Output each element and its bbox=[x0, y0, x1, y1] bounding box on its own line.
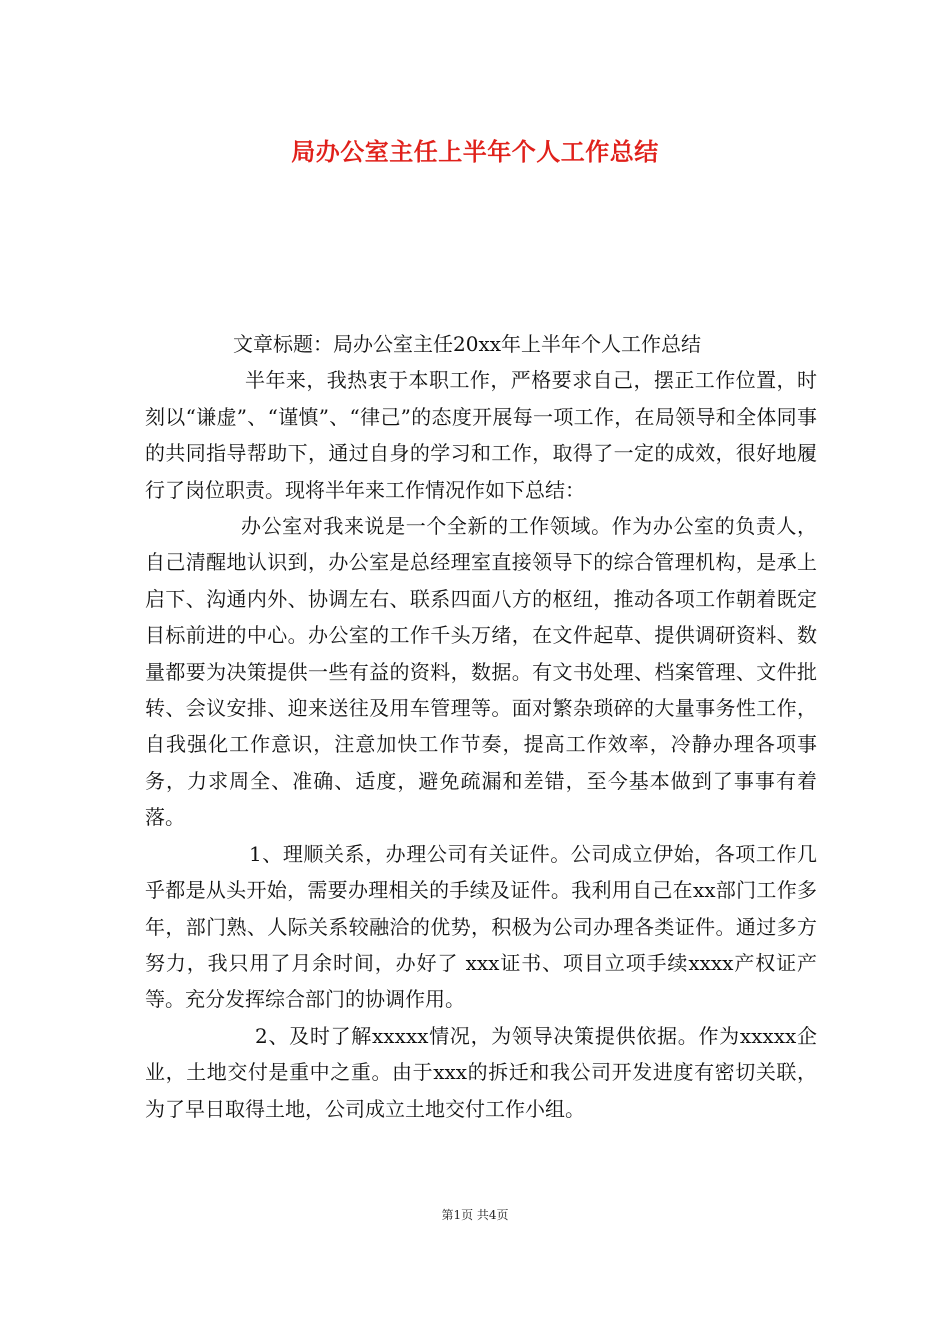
paragraph-4: 2、及时了解xxxxx情况，为领导决策提供依据。作为xxxxx企业，土地交付是重中之重。由于xxx的拆迁和我公司开发进度有密切关联，为了早日取得土地，公司成立土地交付工作小组。 bbox=[145, 1023, 817, 1121]
paragraph-1: 半年来，我热衷于本职工作，严格要求自己，摆正工作位置，时刻以“谦虚”、“谨慎”、“律己”的态度开展每一项工作，在局领导和全体同事的共同指导帮助下，通过自身的学习和工作，取得了一定的成效，很好地履行了岗位职责。现将半年来工作情况作如下总结： bbox=[145, 368, 817, 502]
paragraph-2: 办公室对我来说是一个全新的工作领域。作为办公室的负责人，自己清醒地认识到，办公室是总经理室直接领导下的综合管理机构，是承上启下、沟通内外、协调左右、联系四面八方的枢纽，推动各项工作朝着既定目标前进的中心。办公室的工作千头万绪，在文件起草、提供调研资料、数量都要为决策提供一些有益的资料，数据。有文书处理、档案管理、文件批转、会议安排、迎来送往及用车管理等。面对繁杂琐碎的大量事务性工作，自我强化工作意识，注意加快工作节奏，提高工作效率，冷静办理各项事务，力求周全、准确、适度，避免疏漏和差错，至今基本做到了事事有着落。 bbox=[145, 514, 817, 830]
document-body bbox=[145, 326, 817, 1127]
paragraph-3: 1、理顺关系，办理公司有关证件。公司成立伊始，各项工作几乎都是从头开始，需要办理相关的手续及证件。我利用自己在xx部门工作多年，部门熟、人际关系较融洽的优势，积极为公司办理各类证件。通过多方努力，我只用了月余时间，办好了 xxx证书、项目立项手续xxxx产权证产等。充分发挥综合部门的协调作用。 bbox=[145, 841, 817, 1012]
page-number: 第1页 共4页 bbox=[441, 1208, 509, 1222]
document-title: 局办公室主任上半年个人工作总结 bbox=[291, 137, 659, 166]
article-title-line: 文章标题：局办公室主任20xx年上半年个人工作总结 bbox=[233, 332, 702, 356]
page-footer bbox=[0, 1206, 950, 1223]
